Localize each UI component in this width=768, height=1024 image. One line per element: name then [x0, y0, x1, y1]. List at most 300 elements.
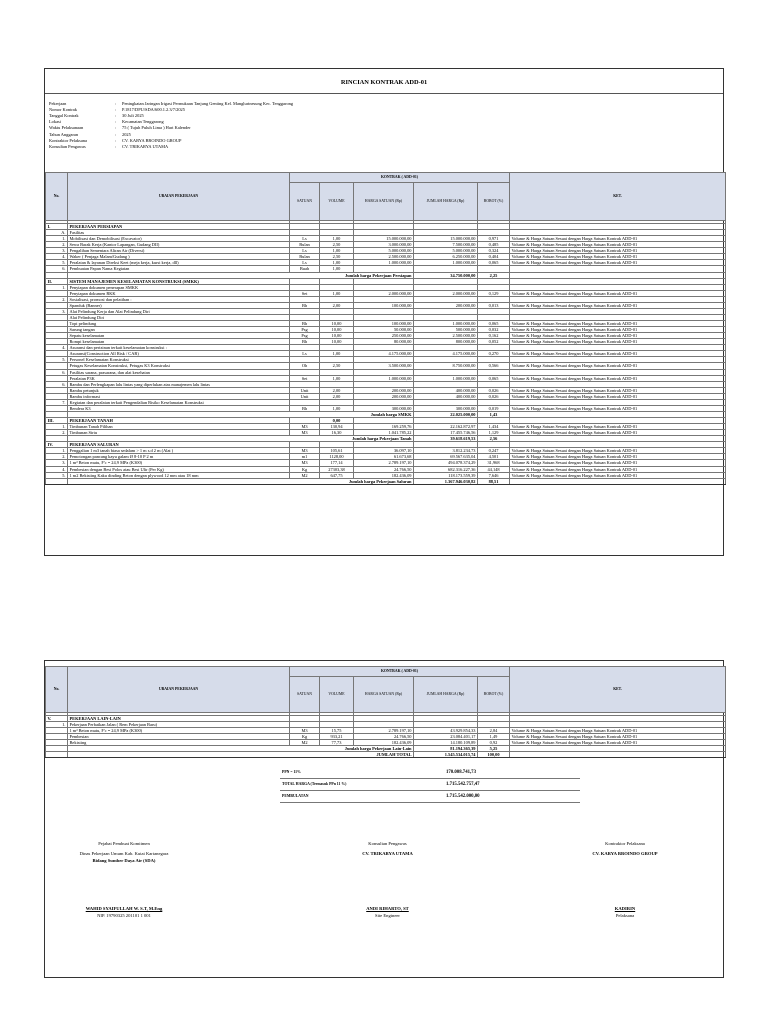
ppn-value: 170.008.741,73	[446, 769, 476, 775]
cell-ket: Volume & Harga Satuan Sesuai dengan Harga Satuan Kontrak ADD-01	[510, 393, 726, 399]
cell-volume: 1,00	[320, 290, 354, 296]
cell-uraian: Sewa Barak Kerja (Kantor Lapangan, Gudang DII)	[68, 242, 290, 248]
cell-uraian: Topi pelindung	[68, 321, 290, 327]
cell-no: 4.	[46, 466, 68, 472]
cell-ket: Volume & Harga Satuan Sesuai dengan Harga Satuan Kontrak ADD-01	[510, 333, 726, 339]
cell-volume: 1,00	[320, 236, 354, 242]
ppn-label: PPN = 11%	[282, 770, 301, 775]
cell-no: 2.	[46, 296, 68, 302]
col-header-satuan: SATUAN	[290, 183, 320, 221]
cell-uraian: Rompi keselamatan	[68, 339, 290, 345]
col-header-kontrak: KONTRAK ( ADD-01)	[290, 173, 510, 183]
cell-bobot: 0,013	[478, 302, 510, 308]
info-label: Kontraktor Pelaksana	[49, 137, 87, 143]
cell-ket: Volume & Harga Satuan Sesuai dengan Harga Satuan Kontrak ADD-01	[510, 740, 726, 746]
cell-jumlah-harga: 17.455.746,56	[414, 430, 478, 436]
col-header-harga-satuan: HARGA SATUAN (Rp)	[354, 677, 414, 713]
cell-jumlah-harga: 118.173.559,39	[414, 472, 478, 478]
section-title: PEKERJAAN PERSIAPAN	[68, 224, 290, 230]
cell-uraian: Sosialisasi, promosi dan pelatihan :	[68, 296, 290, 302]
cell-jumlah-harga: 14.180.109,89	[414, 740, 478, 746]
cell-bobot: 1,434	[478, 424, 510, 430]
cell-no: 7.	[46, 399, 68, 405]
cell-satuan: M3	[290, 728, 320, 734]
cell-jumlah-harga: 5.000.000,00	[414, 248, 478, 254]
col-header-harga-satuan: HARGA SATUAN (Rp)	[354, 183, 414, 221]
contract-table	[45, 172, 726, 485]
signature-company: CV. TRIKARYA UTAMA	[362, 851, 413, 857]
cell-no: 4.	[46, 254, 68, 260]
cell-jumlah-harga: 69.567.635,04	[414, 454, 478, 460]
cell-no: 3.	[46, 248, 68, 254]
cell-no: 1.	[46, 236, 68, 242]
cell-volume: 10,00	[320, 333, 354, 339]
cell-satuan: Bh	[290, 405, 320, 411]
subtotal-label: Jumlah harga Pekerjaan Saluran	[68, 478, 414, 484]
info-value: 30 Juli 2025	[122, 112, 144, 118]
price-summary	[280, 767, 580, 803]
cell-satuan: Bh	[290, 339, 320, 345]
cell-uraian: Waker ( Penjaga Malam/Gudang )	[68, 254, 290, 260]
cell-no: 2.	[46, 454, 68, 460]
section-number: III.	[46, 418, 68, 424]
cell-jumlah-harga: 7.500.000,00	[414, 242, 478, 248]
cell-uraian: Kegiatan dan peralatan terkait Pengendalian Risiko Keselamatan Konstruksi	[68, 399, 290, 405]
col-header-uraian: URAIAN PEKERJAAN	[68, 667, 290, 713]
col-header-volume: VOLUME	[320, 677, 354, 713]
cell-ket: Volume & Harga Satuan Sesuai dengan Harga Satuan Kontrak ADD-01	[510, 351, 726, 357]
subtotal-bobot: 2,56	[478, 436, 510, 442]
cell-uraian: Alat Pelindung Kerja dan Alat Pelindung Diri	[68, 308, 290, 314]
cell-ket: Volume & Harga Satuan Sesuai dengan Harga Satuan Kontrak ADD-01	[510, 728, 726, 734]
cell-harga-satuan: 4.175.000,00	[354, 351, 414, 357]
cell-uraian: Penggalian 1 m3 tanah biasa sedalam > 1 m s.d 2 m (Alat )	[68, 448, 290, 454]
cell-satuan: Kg	[290, 734, 320, 740]
cell-ket: Volume & Harga Satuan Sesuai dengan Harga Satuan Kontrak ADD-01	[510, 472, 726, 478]
cell-harga-satuan: 100.000,00	[354, 302, 414, 308]
cell-volume: 2,50	[320, 254, 354, 260]
subtotal-value: 1.367.946.030,82	[414, 478, 478, 484]
cell-volume: 177,14	[320, 460, 354, 466]
signature-name: KADIRIN	[614, 905, 636, 911]
cell-ket: Volume & Harga Satuan Sesuai dengan Harga Satuan Kontrak ADD-01	[510, 321, 726, 327]
cell-satuan: M2	[290, 740, 320, 746]
cell-bobot: 0,404	[478, 254, 510, 260]
cell-uraian: 1 m³ Beton mutu, F'c = 24,9 MPa (K300)	[68, 460, 290, 466]
cell-satuan: Bh	[290, 302, 320, 308]
signature-division: Bidang Sumber Daya Air (SDA)	[92, 857, 156, 863]
cell-harga-satuan: 1.000.000,00	[354, 375, 414, 381]
cell-no: 4.	[46, 345, 68, 351]
info-label: Nomor Kontrak	[49, 106, 77, 112]
cell-ket: Volume & Harga Satuan Sesuai dengan Harga Satuan Kontrak ADD-01	[510, 460, 726, 466]
subtotal-label: JUMLAH TOTAL	[68, 752, 414, 758]
cell-bobot: 4,501	[478, 454, 510, 460]
cell-ket: Volume & Harga Satuan Sesuai dengan Harga Satuan Kontrak ADD-01	[510, 375, 726, 381]
info-label: Lokasi	[49, 119, 61, 125]
cell-jumlah-harga: 682.316.227,36	[414, 466, 478, 472]
col-header-bobot: BOBOT (%)	[478, 677, 510, 713]
cell-bobot: 0,485	[478, 242, 510, 248]
cell-volume: 1,00	[320, 405, 354, 411]
cell-no: 3.	[46, 308, 68, 314]
col-header-jumlah-harga: JUMLAH HARGA (Rp)	[414, 677, 478, 713]
signature-role: Konsultan Pengawas	[368, 841, 407, 846]
cell-satuan: Unit	[290, 393, 320, 399]
cell-bobot: 2,84	[478, 728, 510, 734]
info-value: Peningkatan Jaringan Irigasi Permukaan Tanjung Genting Kel. Manglurinesung Kec. Tenggarong	[122, 100, 294, 106]
subtotal-value: 39.618.619,53	[414, 436, 478, 442]
cell-uraian: Bekisting	[68, 740, 290, 746]
cell-no: A.	[46, 230, 68, 236]
total-with-ppn-row	[280, 779, 580, 791]
cell-volume: 15,75	[320, 728, 354, 734]
cell-volume: 1,00	[320, 248, 354, 254]
cell-satuan: Ls	[290, 260, 320, 266]
signature-contractor	[565, 841, 685, 918]
rounding-row	[280, 791, 580, 803]
cell-ket: Volume & Harga Satuan Sesuai dengan Harga Satuan Kontrak ADD-01	[510, 430, 726, 436]
section-title: PEKERJAAN LAIN-LAIN	[68, 716, 290, 722]
cell-volume: 1,00	[320, 260, 354, 266]
rounding-value: 1.715.542.000,00	[446, 793, 480, 799]
cell-satuan: Psg	[290, 327, 320, 333]
cell-no: 6.	[46, 381, 68, 387]
cell-jumlah-harga: 4.175.000,00	[414, 351, 478, 357]
cell-no	[46, 752, 68, 758]
info-colon: :	[115, 112, 117, 118]
signature-role: Kontraktor Pelaksana	[605, 841, 645, 846]
cell-ket	[510, 478, 726, 484]
cell-satuan: Psg	[290, 333, 320, 339]
section-number: I.	[46, 224, 68, 230]
cell-uraian: Pengalihan Sementara Aliran Air (Diversi)	[68, 248, 290, 254]
cell-no: 5.	[46, 357, 68, 363]
cell-harga-satuan: 36.097,10	[354, 448, 414, 454]
cell-bobot: 31,968	[478, 460, 510, 466]
subtotal-label: Jumlah harga Pekerjaan Tanah	[68, 436, 414, 442]
cell-no: 1.	[46, 424, 68, 430]
cell-uraian: Mobilisasi dan Demobilisasi (Excavator)	[68, 236, 290, 242]
info-value: P.1817/DPU/SDA/600.1.2.3/7/2025	[122, 106, 185, 112]
cell-volume: 10,00	[320, 339, 354, 345]
col-header-uraian: URAIAN PEKERJAAN	[68, 173, 290, 221]
cell-harga-satuan: 24.766,50	[354, 734, 414, 740]
cell-jumlah-harga: 8.750.000,00	[414, 363, 478, 369]
subtotal-label: Jumlah harga Pekerjaan Lain-Lain	[68, 746, 414, 752]
cell-bobot: 0,247	[478, 448, 510, 454]
cell-satuan: Bulan	[290, 254, 320, 260]
signature-role: Pejabat Pembuat Komitmen	[98, 841, 150, 846]
cell-no: 1.	[46, 284, 68, 290]
cell-bobot: 1,129	[478, 430, 510, 436]
cell-uraian: Timbunan Sirtu	[68, 430, 290, 436]
cell-bobot: 0,324	[478, 248, 510, 254]
subtotal-bobot: 1,43	[478, 411, 510, 417]
info-colon: :	[115, 106, 117, 112]
section-number: V.	[46, 716, 68, 722]
cell-jumlah-harga: 23.084.401,17	[414, 734, 478, 740]
subtotal-row	[46, 478, 726, 484]
cell-volume: 1128,00	[320, 454, 354, 460]
info-colon: :	[115, 131, 117, 137]
signature-nip: NIP. 19790325 201101 1 001	[97, 913, 151, 919]
cell-no: 2.	[46, 430, 68, 436]
cell-ket: Volume & Harga Satuan Sesuai dengan Harga Satuan Kontrak ADD-01	[510, 405, 726, 411]
cell-satuan: Kg	[290, 466, 320, 472]
info-value: CV. KARYA BROINDO GROUP	[122, 137, 182, 143]
cell-satuan: M2	[290, 472, 320, 478]
cell-uraian: Pembesian dengan Besi Polos atau Besi Ulir (Per Kg)	[68, 466, 290, 472]
cell-no: 6.	[46, 369, 68, 375]
cell-uraian: Personel Keselamatan Konstruksi	[68, 357, 290, 363]
cell-volume: 933,21	[320, 734, 354, 740]
info-label: Tahun Anggaran	[49, 131, 79, 137]
cell-harga-satuan: 250.000,00	[354, 333, 414, 339]
cell-jumlah-harga: 1.000.000,00	[414, 321, 478, 327]
cell-harga-satuan: 1.000.000,00	[354, 260, 414, 266]
cell-bobot: 7,646	[478, 472, 510, 478]
section-title: PEKERJAAN TANAH	[68, 418, 290, 424]
info-label: Tanggal Kontrak	[49, 112, 79, 118]
cell-volume: 10,00	[320, 327, 354, 333]
cell-satuan: m1	[290, 454, 320, 460]
cell-volume: 2,00	[320, 387, 354, 393]
cell-bobot: 0,92	[478, 740, 510, 746]
cell-volume: 77,73	[320, 740, 354, 746]
cell-uraian: Penyiapan dokumen penerapan SMKK	[68, 284, 290, 290]
cell-harga-satuan: 100.000,00	[354, 321, 414, 327]
col-header-volume: VOLUME	[320, 183, 354, 221]
cell-harga-satuan: 2.789.197,10	[354, 460, 414, 466]
cell-uraian: Fasilitas sarana, prasarana, dan alat kesehatan	[68, 369, 290, 375]
cell-satuan: Ls	[290, 248, 320, 254]
cell-satuan: Set	[290, 375, 320, 381]
col-header-kontrak: KONTRAK ( ADD-01)	[290, 667, 510, 677]
cell-bobot: 0,019	[478, 405, 510, 411]
cell-volume: 2,50	[320, 363, 354, 369]
signature-consultant	[325, 841, 450, 918]
cell-uraian: Spanduk (Banner)	[68, 302, 290, 308]
cell-bobot: 0,032	[478, 327, 510, 333]
cell-jumlah-harga: 300.000,00	[414, 405, 478, 411]
cell-ket: Volume & Harga Satuan Sesuai dengan Harga Satuan Kontrak ADD-01	[510, 339, 726, 345]
signature-name: ANDI RIHARTO, ST	[366, 905, 409, 911]
cell-jumlah-harga: 800.000,00	[414, 339, 478, 345]
cell-ket: Volume & Harga Satuan Sesuai dengan Harga Satuan Kontrak ADD-01	[510, 254, 726, 260]
cell-harga-satuan: 1.041.785,22	[354, 430, 414, 436]
signature-ppk	[49, 841, 199, 918]
cell-harga-satuan: 3.500.000,00	[354, 363, 414, 369]
subtotal-value: 22.025.000,00	[414, 411, 478, 417]
subtotal-row	[46, 752, 726, 758]
contract-info-block	[49, 100, 293, 150]
cell-satuan: M3	[290, 448, 320, 454]
section-title: PEKERJAAN SALURAN	[68, 442, 290, 448]
cell-uraian: Peralatan P3K	[68, 375, 290, 381]
cell-jumlah-harga: 2.000.000,00	[414, 290, 478, 296]
cell-bobot: 0,065	[478, 321, 510, 327]
info-value: Kecamatan Tenggarong	[122, 119, 164, 125]
info-colon: :	[115, 143, 117, 149]
col-header-ket: KET.	[510, 667, 726, 713]
cell-uraian: Petugas Keselamatan Konstruksi, Petugas K3 Konstruksi	[68, 363, 290, 369]
total-with-ppn-value: 1.715.542.757,47	[446, 781, 480, 787]
cell-satuan: Ls	[290, 351, 320, 357]
section-number: II.	[46, 278, 68, 284]
cell-jumlah-harga: 200.000,00	[414, 302, 478, 308]
cell-jumlah-harga: 500.000,00	[414, 327, 478, 333]
cell-ket: Volume & Harga Satuan Sesuai dengan Harga Satuan Kontrak ADD-01	[510, 327, 726, 333]
signature-company: CV. KARYA BROINDO GROUP	[592, 851, 658, 857]
cell-bobot: 0,270	[478, 351, 510, 357]
cell-uraian: Bendera K3	[68, 405, 290, 411]
cell-volume: 647,75	[320, 472, 354, 478]
subtotal-label: Jumlah harga SMKK	[68, 411, 414, 417]
cell-jumlah-harga: 22.162.872,97	[414, 424, 478, 430]
cell-jumlah-harga: 15.000.000,00	[414, 236, 478, 242]
cell-harga-satuan: 61.673,68	[354, 454, 414, 460]
cell-uraian: Pemotongan pancang kayu galam Ø 8-10 P 2 m	[68, 454, 290, 460]
cell-bobot: 0,162	[478, 333, 510, 339]
cell-harga-satuan: 2.000.000,00	[354, 290, 414, 296]
cell-jumlah-harga: 3.812.234,73	[414, 448, 478, 454]
cell-ket: Volume & Harga Satuan Sesuai dengan Harga Satuan Kontrak ADD-01	[510, 448, 726, 454]
cell-harga-satuan: 182.436,09	[354, 740, 414, 746]
cell-bobot: 0,129	[478, 290, 510, 296]
subtotal-bobot: 100,00	[478, 752, 510, 758]
cell-harga-satuan: 200.000,00	[354, 387, 414, 393]
signature-name: WAHID SYAIFULLAH W. S.T, M.Eng	[85, 905, 163, 911]
cell-jumlah-harga: 43.929.854,33	[414, 728, 478, 734]
cell-uraian: Fasilitas	[68, 230, 290, 236]
cell-satuan: Set	[290, 290, 320, 296]
col-header-satuan: SATUAN	[290, 677, 320, 713]
cell-volume: 1,00	[320, 266, 354, 272]
cell-harga-satuan: 300.000,00	[354, 405, 414, 411]
cell-bobot: 0,065	[478, 375, 510, 381]
cell-harga-satuan: 169.259,76	[354, 424, 414, 430]
cell-jumlah-harga: 494.078.374,29	[414, 460, 478, 466]
cell-bobot: 0,566	[478, 363, 510, 369]
cell-ket: Volume & Harga Satuan Sesuai dengan Harga Satuan Kontrak ADD-01	[510, 260, 726, 266]
cell-harga-satuan: 200.000,00	[354, 393, 414, 399]
cell-harga-satuan: 182.436,09	[354, 472, 414, 478]
cell-satuan: Bh	[290, 321, 320, 327]
info-colon: :	[115, 137, 117, 143]
cell-jumlah-harga: 6.250.000,00	[414, 254, 478, 260]
cell-bobot: 1,49	[478, 734, 510, 740]
subtotal-bobot: 88,51	[478, 478, 510, 484]
cell-no: 1.	[46, 448, 68, 454]
cell-uraian: Pembesian	[68, 734, 290, 740]
total-with-ppn-label: TOTAL HARGA (Termasuk PPn 11 %)	[282, 782, 347, 787]
subtotal-value: 34.750.000,00	[414, 272, 478, 278]
subtotal-label: Jumlah harga Pekerjaan Persiapan	[68, 272, 414, 278]
cell-uraian: Pembuatan Papan Nama Kegiatan	[68, 266, 290, 272]
contract-page-2	[44, 660, 724, 978]
cell-ket: Volume & Harga Satuan Sesuai dengan Harga Satuan Kontrak ADD-01	[510, 302, 726, 308]
cell-uraian: Pekerjaan Perbaikan Jalan ( Rem Pekerjaan Baru)	[68, 722, 290, 728]
cell-no: 6.	[46, 266, 68, 272]
cell-bobot: 44,148	[478, 466, 510, 472]
cell-satuan: Oh	[290, 363, 320, 369]
cell-no: 3.	[46, 460, 68, 466]
info-value: 2025	[122, 131, 131, 137]
cell-uraian: Rambu dan Perlengkapan lalu lintas yang diperlukan atas manajemen lalu lintas	[68, 381, 290, 387]
cell-bobot: 0,971	[478, 236, 510, 242]
cell-ket: Volume & Harga Satuan Sesuai dengan Harga Satuan Kontrak ADD-01	[510, 454, 726, 460]
col-header-no: No.	[46, 173, 68, 221]
section-number: IV.	[46, 442, 68, 448]
cell-volume: 1,00	[320, 351, 354, 357]
cell-satuan: M3	[290, 424, 320, 430]
cell-jumlah-harga: 400.000,00	[414, 387, 478, 393]
cell-volume: 1,00	[320, 375, 354, 381]
cell-jumlah-harga: 400.000,00	[414, 393, 478, 399]
section-title: SISTEM MANAJEMEN KESELAMATAN KONSTRUKSI (SMKK)	[68, 278, 290, 284]
page-title: RINCIAN KONTRAK ADD-01	[340, 79, 428, 86]
cell-volume: 16,30	[320, 430, 354, 436]
cell-ket: Volume & Harga Satuan Sesuai dengan Harga Satuan Kontrak ADD-01	[510, 387, 726, 393]
cell-volume: 105,61	[320, 448, 354, 454]
cell-uraian: Peralatan & layanan Direksi Keet (meja kerja, kursi kerja, dll)	[68, 260, 290, 266]
cell-uraian: Alat Pelindung Diri	[68, 314, 290, 320]
cell-harga-satuan: 15.000.000,00	[354, 236, 414, 242]
cell-ket: Volume & Harga Satuan Sesuai dengan Harga Satuan Kontrak ADD-01	[510, 236, 726, 242]
cell-no: 2.	[46, 242, 68, 248]
cell-ket: Volume & Harga Satuan Sesuai dengan Harga Satuan Kontrak ADD-01	[510, 290, 726, 296]
cell-uraian: Asuransi(Construction All Risk / CAR)	[68, 351, 290, 357]
cell-harga-satuan: 50.000,00	[354, 327, 414, 333]
cell-uraian: Sepatu keselamatan	[68, 333, 290, 339]
cell-ket: Volume & Harga Satuan Sesuai dengan Harga Satuan Kontrak ADD-01	[510, 734, 726, 740]
cell-ket: Volume & Harga Satuan Sesuai dengan Harga Satuan Kontrak ADD-01	[510, 466, 726, 472]
signature-dept: Dinas Pekerjaan Umum Kab. Kutai Kartanegara	[79, 851, 169, 857]
cell-bobot: 0,052	[478, 339, 510, 345]
cell-harga-satuan: 2.500.000,00	[354, 254, 414, 260]
cell-volume: 0,00	[320, 418, 354, 424]
subtotal-bobot: 2,25	[478, 272, 510, 278]
cell-volume: 2,50	[320, 242, 354, 248]
cell-uraian: Rambu petunjuk	[68, 387, 290, 393]
cell-volume: 2,00	[320, 302, 354, 308]
col-header-jumlah-harga: JUMLAH HARGA (Rp)	[414, 183, 478, 221]
cell-no: 5.	[46, 472, 68, 478]
info-value: CV. TRIKARYA UTAMA	[122, 143, 169, 149]
contract-page-1	[44, 68, 724, 556]
cell-bobot: 0,065	[478, 260, 510, 266]
cell-satuan: M3	[290, 460, 320, 466]
info-colon: :	[115, 119, 117, 125]
info-row	[49, 143, 293, 149]
cell-jumlah-harga: 2.500.000,00	[414, 333, 478, 339]
info-colon: :	[115, 100, 117, 106]
cell-uraian: Asuransi dan perizinan terkait keselamatan konstruksi :	[68, 345, 290, 351]
cell-uraian: Timbunan Tanah Pilihan	[68, 424, 290, 430]
cell-satuan: M3	[290, 430, 320, 436]
info-label: Pekerjaan	[49, 100, 67, 106]
info-value: 75 ( Tujuh Puluh Lima ) Hari Kalender	[122, 125, 191, 131]
contract-table-continued	[45, 666, 726, 758]
cell-uraian: 1 m2 Bekisting Kaku dinding Beton dengan plywood 12 mm atau 18 mm	[68, 472, 290, 478]
cell-uraian: Sarung tangan	[68, 327, 290, 333]
info-label: Konsultan Pengawas	[49, 143, 86, 149]
cell-ket: Volume & Harga Satuan Sesuai dengan Harga Satuan Kontrak ADD-01	[510, 248, 726, 254]
signature-title: Pelaksana	[615, 912, 635, 918]
cell-bobot: 0,026	[478, 393, 510, 399]
info-row	[49, 100, 293, 106]
